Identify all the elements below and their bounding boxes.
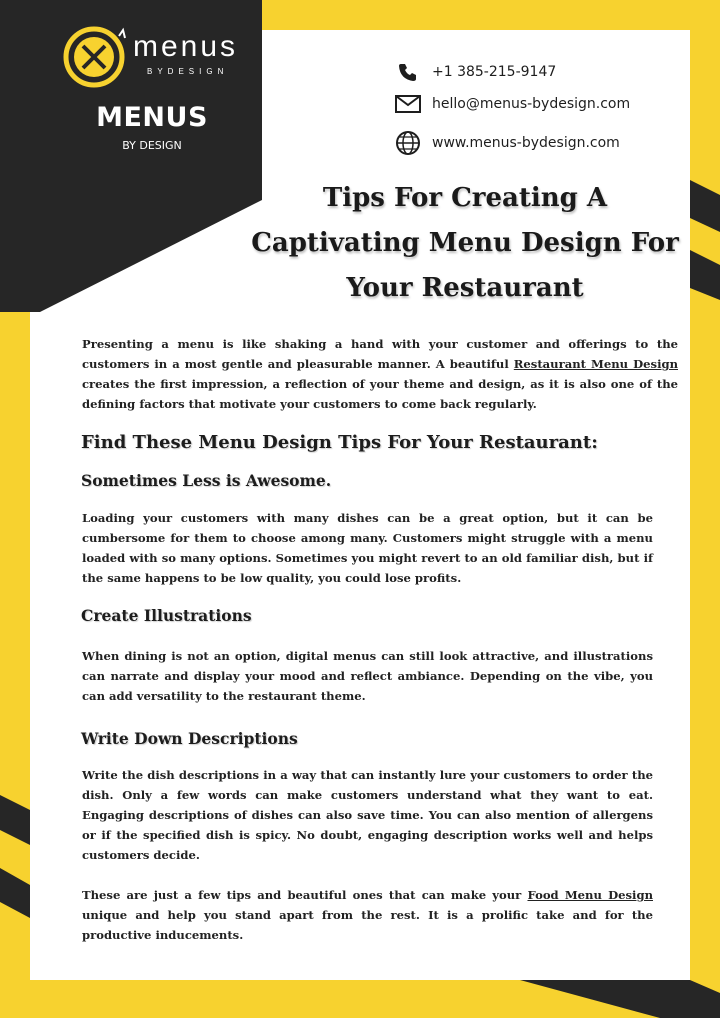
- main-heading: Find These Menu Design Tips For Your Restaurant:: [81, 432, 598, 453]
- section-paragraph: When dining is not an option, digital menus can still look attractive, and illustrations can narrate and display your mood and reflect ambiance. Depending on the vibe, you can add versatility to the restaurant theme.: [82, 649, 653, 703]
- brand-logo-block: [43, 0, 261, 182]
- mail-icon: [392, 95, 424, 113]
- website-url[interactable]: www.menus-bydesign.com: [432, 135, 620, 151]
- contact-phone-row: [392, 62, 556, 82]
- brand-subtitle: BY DESIGN: [122, 139, 182, 152]
- phone-number: +1 385-215-9147: [432, 64, 557, 80]
- closing-paragraph: These are just a few tips and beautiful ones that can make your Food Menu Design unique and help you stand apart from the rest. It is a prolific take and for the productive inducements.: [82, 888, 653, 942]
- restaurant-menu-design-link[interactable]: Restaurant Menu Design: [513, 357, 679, 371]
- section-heading: Write Down Descriptions: [81, 729, 298, 748]
- title-line: Your Restaurant: [346, 273, 584, 303]
- intro-paragraph: Presenting a menu is like shaking a hand with your customer and offerings to the customers in a most gentle and pleasurable manner. A beautiful Restaurant Menu Design creates the first impression, a reflection of your theme and design, as it is also one of the defining factors that motivate your customers to come back regularly.: [82, 337, 679, 411]
- section-paragraph: Loading your customers with many dishes can be a great option, but it can be cumbersome for them to choose among many. Customers might struggle with a menu loaded with so many options. Sometimes you might revert to an old familiar dish, but if the same happens to be low quality, you could lose profits.: [82, 511, 653, 585]
- logo-tagline: BYDESIGN: [147, 67, 229, 76]
- brand-name: MENUS: [96, 102, 208, 133]
- phone-icon: [392, 62, 424, 82]
- page-title: [215, 176, 715, 311]
- title-line: Captivating Menu Design For: [251, 228, 679, 258]
- globe-icon: [392, 130, 424, 156]
- contact-email-row: [392, 95, 630, 113]
- section-heading: Create Illustrations: [81, 606, 252, 625]
- fork-knife-logo-icon: [61, 24, 127, 90]
- food-menu-design-link[interactable]: Food Menu Design: [527, 888, 653, 902]
- contact-website-row: [392, 130, 620, 156]
- section-heading: Sometimes Less is Awesome.: [81, 471, 332, 490]
- logo-wordmark: menus: [133, 30, 239, 63]
- section-paragraph: Write the dish descriptions in a way that can instantly lure your customers to order the dish. Only a few words can make customers understand what they want to eat. Engaging descriptions of dishes can also save time. You can also mention of allergens or if the specified dish is spicy. No doubt, engaging description works well and helps customers decide.: [82, 768, 653, 862]
- title-line: Tips For Creating A: [322, 183, 608, 213]
- email-address[interactable]: hello@menus-bydesign.com: [432, 96, 631, 112]
